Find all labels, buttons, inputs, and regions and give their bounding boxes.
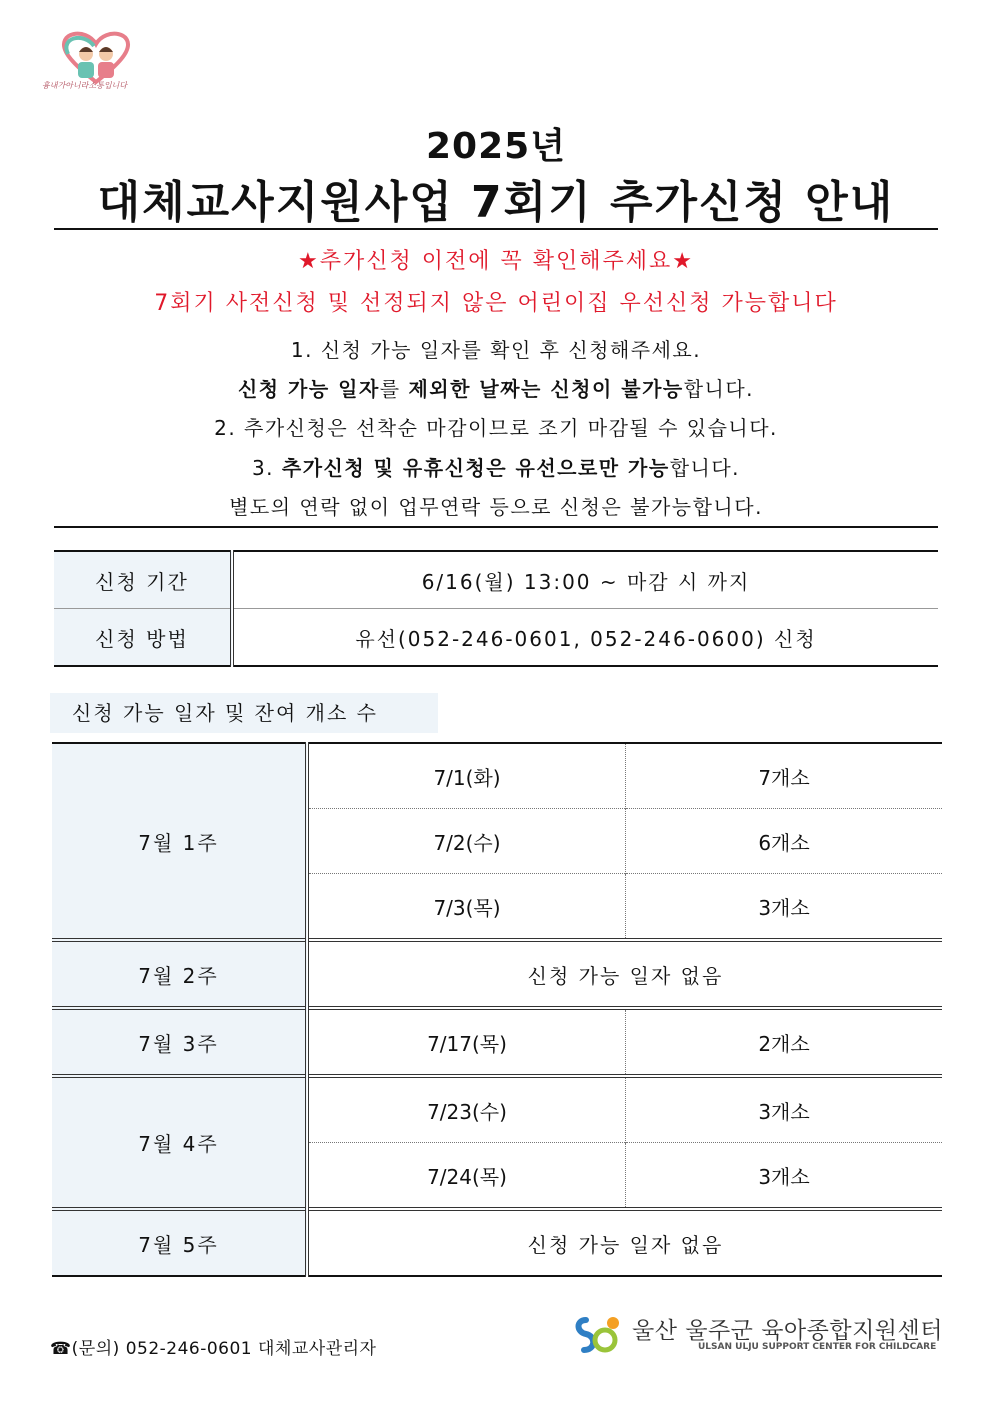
center-logo-icon <box>572 1312 622 1360</box>
notice-item-1: 1. 신청 가능 일자를 확인 후 신청해주세요. <box>290 338 702 362</box>
week-label-4: 7월 4주 <box>52 1076 307 1209</box>
notice-item-1-sub <box>0 373 992 402</box>
schedule-table <box>52 742 942 1277</box>
method-label: 신청 방법 <box>54 609 232 667</box>
no-dates-cell: 신청 가능 일자 없음 <box>307 1209 942 1276</box>
count-cell: 6개소 <box>626 809 943 874</box>
notice-item-1-sub-mid: 를 <box>379 377 409 401</box>
notice-divider <box>54 526 938 528</box>
table-row <box>52 1209 942 1276</box>
info-row-period <box>54 551 938 609</box>
date-cell: 7/2(수) <box>307 809 626 874</box>
date-cell: 7/24(목) <box>307 1143 626 1210</box>
notice-item-1-sub-end: 합니다. <box>683 377 755 401</box>
notice-item-1-sub-bold-b: 제외한 날짜는 신청이 불가능 <box>408 377 684 401</box>
table-row <box>52 1076 942 1143</box>
notice-item-2: 2. 추가신청은 선착순 마감이므로 조기 마감될 수 있습니다. <box>214 416 778 440</box>
notice-item-3-end: 합니다. <box>669 456 741 480</box>
no-dates-cell: 신청 가능 일자 없음 <box>307 940 942 1008</box>
date-cell: 7/17(목) <box>307 1008 626 1076</box>
week-label-2: 7월 2주 <box>52 940 307 1008</box>
week-label-5: 7월 5주 <box>52 1209 307 1276</box>
application-info-table <box>54 550 938 667</box>
count-cell: 7개소 <box>626 743 943 809</box>
main-title: 대체교사지원사업 7회기 추가신청 안내 <box>97 177 895 228</box>
date-cell: 7/1(화) <box>307 743 626 809</box>
title-divider <box>54 228 938 230</box>
priority-notice: 7회기 사전신청 및 선정되지 않은 어린이집 우선신청 가능합니다 <box>154 291 838 316</box>
info-row-method <box>54 609 938 667</box>
center-name-english: ULSAN ULJU SUPPORT CENTER FOR CHILDCARE <box>698 1342 937 1352</box>
period-value: 6/16(월) 13:00 ~ 마감 시 까지 <box>232 551 938 609</box>
contact-info: ☎(문의) 052-246-0601 대체교사관리자 <box>50 1339 377 1359</box>
count-cell: 3개소 <box>626 874 943 941</box>
count-cell: 2개소 <box>626 1008 943 1076</box>
date-cell: 7/23(수) <box>307 1076 626 1143</box>
notice-item-3-bold: 추가신청 및 유휴신청은 유선으로만 가능 <box>281 456 670 480</box>
center-name: 울산 울주군 육아종합지원센터 <box>632 1318 943 1344</box>
count-cell: 3개소 <box>626 1076 943 1143</box>
week-label-3: 7월 3주 <box>52 1008 307 1076</box>
logo-tagline: 흉내가아니라소통입니다 <box>42 81 128 90</box>
notice-item-3 <box>0 452 992 481</box>
year-title: 2025년 <box>426 126 566 167</box>
notice-item-3-prefix: 3. <box>251 456 282 480</box>
table-row <box>52 940 942 1008</box>
table-row <box>52 1008 942 1076</box>
notice-item-1-sub-bold-a: 신청 가능 일자 <box>237 377 380 401</box>
table-row <box>52 743 942 809</box>
warning-notice: ★추가신청 이전에 꼭 확인해주세요★ <box>298 249 694 274</box>
week-label-1: 7월 1주 <box>52 743 307 940</box>
notice-item-3-sub: 별도의 연락 없이 업무연락 등으로 신청은 불가능합니다. <box>229 495 763 519</box>
method-value: 유선(052-246-0601, 052-246-0600) 신청 <box>232 609 938 667</box>
period-label: 신청 기간 <box>54 551 232 609</box>
count-cell: 3개소 <box>626 1143 943 1210</box>
date-cell: 7/3(목) <box>307 874 626 941</box>
schedule-heading: 신청 가능 일자 및 잔여 개소 수 <box>50 693 438 733</box>
